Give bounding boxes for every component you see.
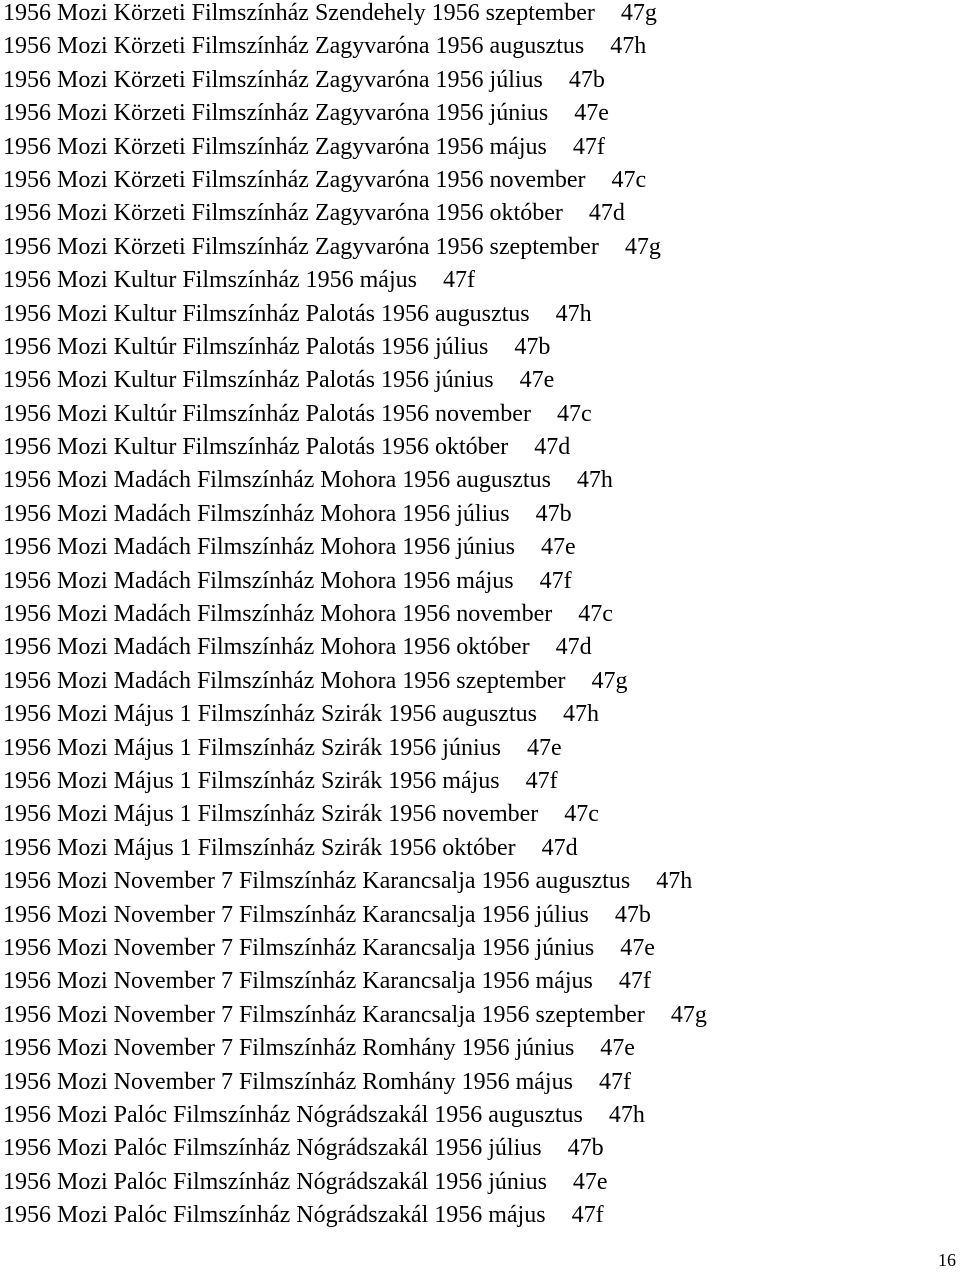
entry-list	[3, 0, 707, 1235]
entry-code: 47f	[539, 567, 572, 594]
entry-text: 1956 Mozi Madách Filmszínház Mohora 1956 augusztus	[3, 467, 551, 494]
entry-code: 47d	[541, 834, 578, 861]
list-item	[3, 735, 707, 768]
entry-code: 47b	[535, 500, 572, 527]
entry-text: 1956 Mozi Madách Filmszínház Mohora 1956 szeptember	[3, 667, 566, 694]
list-item	[3, 634, 707, 667]
entry-code: 47f	[525, 767, 558, 794]
entry-text: 1956 Mozi Madách Filmszínház Mohora 1956 november	[3, 601, 553, 628]
entry-text: 1956 Mozi November 7 Filmszínház Karancsalja 1956 szeptember	[3, 1001, 645, 1028]
entry-code: 47f	[442, 267, 475, 294]
entry-code: 47f	[571, 1202, 604, 1229]
list-item	[3, 100, 707, 133]
entry-text: 1956 Mozi Palóc Filmszínház Nógrádszakál 1956 június	[3, 1168, 547, 1195]
entry-code: 47e	[540, 534, 576, 561]
entry-code: 47h	[656, 868, 693, 895]
list-item	[3, 434, 707, 467]
entry-text: 1956 Mozi Madách Filmszínház Mohora 1956 június	[3, 534, 515, 561]
entry-text: 1956 Mozi Palóc Filmszínház Nógrádszakál 1956 augusztus	[3, 1101, 583, 1128]
entry-code: 47e	[526, 734, 562, 761]
entry-code: 47h	[610, 33, 647, 60]
list-item	[3, 334, 707, 367]
list-item	[3, 1135, 707, 1168]
list-item	[3, 801, 707, 834]
entry-code: 47d	[534, 434, 571, 461]
list-item	[3, 33, 707, 66]
list-item	[3, 1102, 707, 1135]
list-item	[3, 968, 707, 1001]
list-item	[3, 668, 707, 701]
entry-text: 1956 Mozi Körzeti Filmszínház Szendehely 1956 szeptember	[3, 0, 595, 26]
list-item	[3, 568, 707, 601]
entry-text: 1956 Mozi Körzeti Filmszínház Zagyvaróna 1956 május	[3, 133, 547, 160]
list-item	[3, 267, 707, 300]
list-item	[3, 134, 707, 167]
entry-code: 47f	[572, 133, 605, 160]
list-item	[3, 200, 707, 233]
entry-code: 47f	[618, 968, 651, 995]
entry-text: 1956 Mozi Május 1 Filmszínház Szirák 1956 október	[3, 834, 516, 861]
entry-text: 1956 Mozi November 7 Filmszínház Karancsalja 1956 május	[3, 968, 593, 995]
list-item	[3, 0, 707, 33]
entry-code: 47h	[555, 300, 592, 327]
entry-code: 47g	[624, 233, 661, 260]
list-item	[3, 401, 707, 434]
entry-text: 1956 Mozi Kultur Filmszínház Palotás 1956 június	[3, 367, 494, 394]
list-item	[3, 902, 707, 935]
page-number: 16	[938, 1250, 956, 1270]
list-item	[3, 367, 707, 400]
entry-code: 47e	[519, 367, 555, 394]
entry-text: 1956 Mozi Körzeti Filmszínház Zagyvaróna 1956 június	[3, 100, 549, 127]
list-item	[3, 835, 707, 868]
entry-text: 1956 Mozi Kultur Filmszínház Palotás 1956 október	[3, 434, 509, 461]
list-item	[3, 701, 707, 734]
entry-code: 47d	[555, 634, 592, 661]
entry-text: 1956 Mozi November 7 Filmszínház Karancsalja 1956 július	[3, 901, 589, 928]
list-item	[3, 301, 707, 334]
entry-code: 47b	[614, 901, 651, 928]
entry-code: 47h	[562, 701, 599, 728]
list-item	[3, 467, 707, 500]
entry-code: 47e	[620, 934, 655, 961]
list-item	[3, 1169, 707, 1202]
list-item	[3, 935, 707, 968]
entry-text: 1956 Mozi Május 1 Filmszínház Szirák 1956 augusztus	[3, 701, 537, 728]
list-item	[3, 67, 707, 100]
entry-text: 1956 Mozi Kultúr Filmszínház Palotás 1956 július	[3, 333, 489, 360]
list-item	[3, 868, 707, 901]
entry-text: 1956 Mozi Május 1 Filmszínház Szirák 1956 június	[3, 734, 501, 761]
entry-code: 47e	[600, 1035, 635, 1062]
list-item	[3, 234, 707, 267]
list-item	[3, 501, 707, 534]
entry-text: 1956 Mozi Május 1 Filmszínház Szirák 1956 november	[3, 801, 539, 828]
list-item	[3, 601, 707, 634]
entry-text: 1956 Mozi Körzeti Filmszínház Zagyvaróna 1956 augusztus	[3, 33, 585, 60]
entry-code: 47h	[576, 467, 613, 494]
entry-code: 47c	[556, 400, 592, 427]
entry-text: 1956 Mozi November 7 Filmszínház Romhány 1956 június	[3, 1035, 575, 1062]
list-item	[3, 1002, 707, 1035]
entry-text: 1956 Mozi Körzeti Filmszínház Zagyvaróna 1956 november	[3, 166, 586, 193]
entry-code: 47d	[588, 200, 625, 227]
entry-text: 1956 Mozi Kultúr Filmszínház Palotás 1956 november	[3, 400, 531, 427]
entry-text: 1956 Mozi Palóc Filmszínház Nógrádszakál 1956 július	[3, 1135, 542, 1162]
entry-code: 47b	[568, 66, 605, 93]
entry-text: 1956 Mozi Palóc Filmszínház Nógrádszakál 1956 május	[3, 1202, 546, 1229]
list-item	[3, 534, 707, 567]
entry-code: 47e	[572, 1168, 608, 1195]
list-item	[3, 768, 707, 801]
entry-code: 47b	[567, 1135, 604, 1162]
entry-text: 1956 Mozi November 7 Filmszínház Karancsalja 1956 augusztus	[3, 868, 631, 895]
entry-text: 1956 Mozi November 7 Filmszínház Romhány 1956 május	[3, 1068, 573, 1095]
entry-text: 1956 Mozi Madách Filmszínház Mohora 1956 október	[3, 634, 530, 661]
entry-code: 47g	[591, 667, 628, 694]
entry-code: 47c	[564, 801, 599, 828]
entry-text: 1956 Mozi Madách Filmszínház Mohora 1956 május	[3, 567, 514, 594]
entry-code: 47h	[608, 1101, 645, 1128]
entry-text: 1956 Mozi November 7 Filmszínház Karancsalja 1956 június	[3, 934, 595, 961]
entry-code: 47c	[578, 601, 613, 628]
list-item	[3, 1202, 707, 1235]
entry-code: 47e	[574, 100, 609, 127]
entry-text: 1956 Mozi Kultur Filmszínház Palotás 1956 augusztus	[3, 300, 530, 327]
entry-text: 1956 Mozi Madách Filmszínház Mohora 1956 július	[3, 500, 510, 527]
list-item	[3, 1035, 707, 1068]
entry-code: 47f	[598, 1068, 631, 1095]
entry-text: 1956 Mozi Május 1 Filmszínház Szirák 1956 május	[3, 767, 500, 794]
entry-text: 1956 Mozi Körzeti Filmszínház Zagyvaróna 1956 október	[3, 200, 563, 227]
entry-code: 47b	[514, 333, 551, 360]
entry-text: 1956 Mozi Kultur Filmszínház 1956 május	[3, 267, 417, 294]
entry-code: 47c	[611, 166, 647, 193]
entry-code: 47g	[670, 1001, 707, 1028]
list-item	[3, 167, 707, 200]
entry-code: 47g	[620, 0, 657, 26]
entry-text: 1956 Mozi Körzeti Filmszínház Zagyvaróna 1956 szeptember	[3, 233, 599, 260]
list-item	[3, 1069, 707, 1102]
entry-text: 1956 Mozi Körzeti Filmszínház Zagyvaróna 1956 július	[3, 66, 543, 93]
